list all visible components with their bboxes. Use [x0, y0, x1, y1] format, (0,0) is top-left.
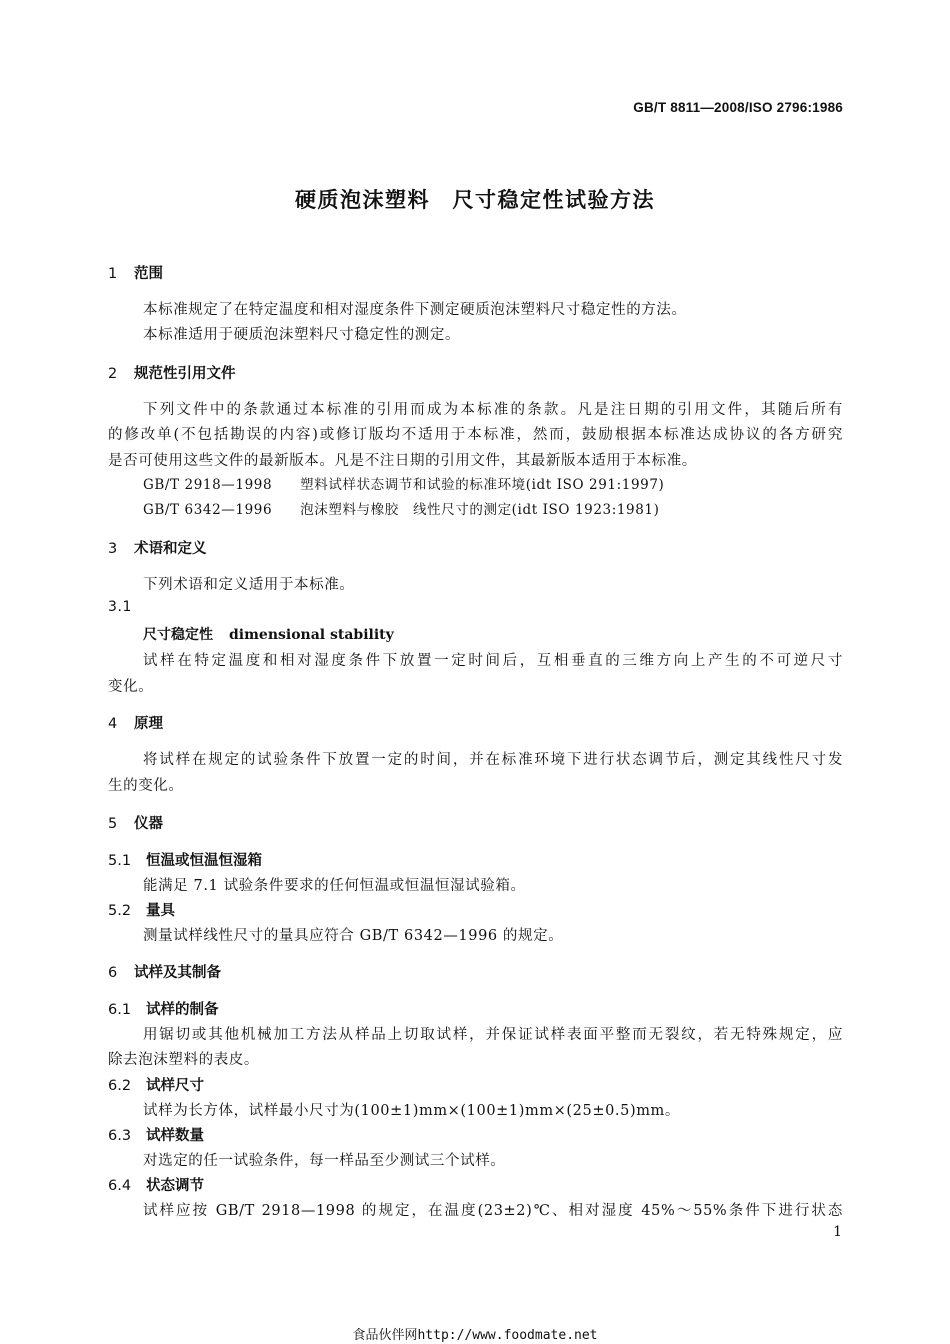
- section-4-heading: [108, 712, 163, 733]
- reference-item: [143, 473, 664, 493]
- section-title: 术语和定义: [134, 541, 207, 557]
- subsection-title: 恒温或恒温恒湿箱: [146, 853, 262, 869]
- reference-code: GB/T 2918—1998: [143, 477, 273, 493]
- paragraph-line: 的修改单(不包括勘误的内容)或修订版均不适用于本标准，然而，鼓励根据本标准达成协议的各方研究: [108, 427, 843, 443]
- section-5-heading: [108, 812, 163, 833]
- standard-code-header: GB/T 8811—2008/ISO 2796:1986: [633, 100, 843, 115]
- paragraph: 下列术语和定义适用于本标准。: [143, 577, 355, 593]
- paragraph: 测量试样线性尺寸的量具应符合 GB/T 6342—1996 的规定。: [143, 928, 564, 944]
- subsection-number: 5.1: [108, 853, 132, 869]
- subsection-title: 试样的制备: [146, 1002, 219, 1018]
- section-title: 规范性引用文件: [134, 366, 236, 382]
- subsection-title: 试样数量: [146, 1128, 204, 1144]
- subsection-6-3-heading: [108, 1124, 204, 1145]
- term-english: dimensional stability: [229, 627, 394, 643]
- subsection-number: 6.1: [108, 1002, 132, 1018]
- paragraph-line: 生的变化。: [108, 778, 184, 794]
- footer-watermark: 食品伙伴网http://www.foodmate.net: [352, 1328, 598, 1343]
- section-number: 5: [108, 816, 118, 832]
- paragraph-line: 是否可使用这些文件的最新版本。凡是不注日期的引用文件，其最新版本适用于本标准。: [108, 453, 697, 469]
- subsection-6-1-heading: [108, 998, 219, 1019]
- section-number: 4: [108, 716, 118, 732]
- page-number: 1: [833, 1224, 842, 1240]
- definition-line: 变化。: [108, 679, 154, 695]
- section-number: 1: [108, 266, 118, 282]
- paragraph: 试样为长方体，试样最小尺寸为(100±1)mm×(100±1)mm×(25±0.5)mm。: [143, 1103, 680, 1119]
- term-entry: [143, 624, 394, 644]
- section-number: 6: [108, 965, 118, 981]
- subsection-title: 试样尺寸: [146, 1078, 204, 1094]
- subsection-title: 状态调节: [146, 1178, 204, 1194]
- paragraph-line: 将试样在规定的试验条件下放置一定的时间，并在标准环境下进行状态调节后，测定其线性尺寸发: [143, 752, 843, 768]
- section-3-heading: [108, 537, 207, 558]
- subsection-5-2-heading: [108, 899, 175, 920]
- paragraph: 对选定的任一试验条件，每一样品至少测试三个试样。: [143, 1153, 506, 1169]
- paragraph: 本标准适用于硬质泡沫塑料尺寸稳定性的测定。: [143, 327, 461, 343]
- subsection-6-2-heading: [108, 1074, 204, 1095]
- paragraph-line: 用锯切或其他机械加工方法从样品上切取试样，并保证试样表面平整而无裂纹，若无特殊规定，应: [143, 1027, 843, 1043]
- subsection-6-4-heading: [108, 1174, 204, 1195]
- paragraph: 本标准规定了在特定温度和相对湿度条件下测定硬质泡沫塑料尺寸稳定性的方法。: [143, 302, 687, 318]
- section-1-heading: [108, 262, 163, 283]
- reference-title: 泡沫塑料与橡胶 线性尺寸的测定(idt ISO 1923:1981): [300, 502, 660, 518]
- subsection-title: 量具: [146, 903, 175, 919]
- definition-line: 试样在特定温度和相对湿度条件下放置一定时间后，互相垂直的三维方向上产生的不可逆尺寸: [143, 653, 843, 669]
- paragraph-line: 下列文件中的条款通过本标准的引用而成为本标准的条款。凡是注日期的引用文件，其随后所有: [143, 402, 843, 418]
- section-title: 范围: [134, 266, 163, 282]
- reference-item: [143, 498, 659, 518]
- subsection-number: 6.4: [108, 1178, 132, 1194]
- document-title: 硬质泡沫塑料 尺寸稳定性试验方法: [295, 188, 655, 212]
- paragraph: 能满足 7.1 试验条件要求的任何恒温或恒温恒湿试验箱。: [143, 878, 526, 894]
- subsection-number: 6.3: [108, 1128, 132, 1144]
- section-2-heading: [108, 362, 236, 383]
- paragraph-line: 除去泡沫塑料的表皮。: [108, 1052, 259, 1068]
- reference-title: 塑料试样状态调节和试验的标准环境(idt ISO 291:1997): [300, 477, 665, 493]
- section-title: 仪器: [134, 816, 163, 832]
- subsection-5-1-heading: [108, 849, 262, 870]
- section-number: 3: [108, 541, 118, 557]
- subsection-number: 6.2: [108, 1078, 132, 1094]
- term-chinese: 尺寸稳定性: [143, 627, 213, 643]
- subsection-number: 5.2: [108, 903, 132, 919]
- section-6-heading: [108, 961, 221, 982]
- subsection-number: 3.1: [108, 599, 133, 615]
- reference-code: GB/T 6342—1996: [143, 502, 273, 518]
- section-number: 2: [108, 366, 118, 382]
- section-title: 试样及其制备: [134, 965, 221, 981]
- section-title: 原理: [134, 716, 163, 732]
- paragraph-line: 试样应按 GB/T 2918—1998 的规定，在温度(23±2)℃、相对湿度 45%～55%条件下进行状态: [143, 1203, 843, 1219]
